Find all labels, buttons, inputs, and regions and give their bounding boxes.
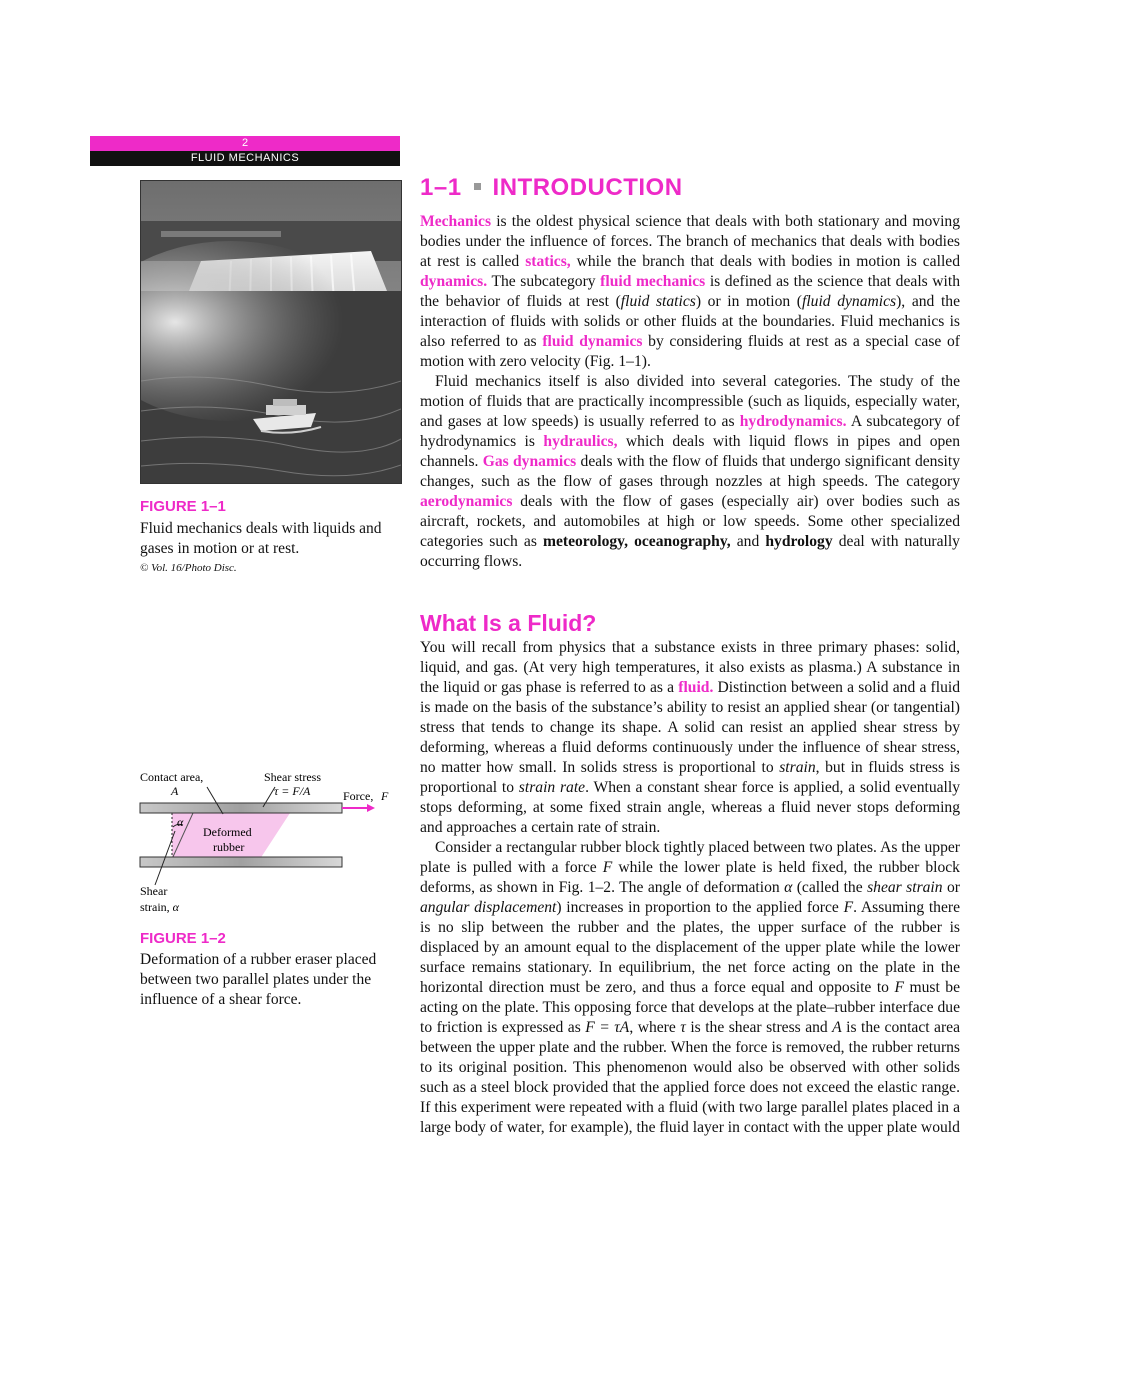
intro-text: [420, 212, 960, 572]
fluid-paragraph-1: You will recall from physics that a substance exists in three primary phases: solid, liquid, and gas. (At very high temperatures, it also exists as plasma.) A substance in the liquid or gas phase is referred to as a fluid. Distinction between a solid and a fluid is made on the basis of the substance’s ability to resist an applied shear (or tangential) stress that tends to change its shape. A solid can resist an applied shear stress by deforming, whereas a fluid deforms continuously under the influence of shear stress, no matter how small. In solids stress is proportional to strain, but in fluids stress is proportional to strain rate. When a constant shear force is applied, a solid eventually stops deforming, at some fixed strain angle, whereas a fluid never stops deforming and approaches a certain rate of strain.: [420, 639, 961, 836]
lower-plate: [140, 857, 342, 867]
figure-2-label: FIGURE 1–2: [140, 930, 226, 947]
figure-2-caption: Deformation of a rubber eraser placed between two parallel plates under the influence of a shear force.: [140, 951, 377, 1008]
waterfall-image: [141, 181, 401, 483]
shear-label: Shear: [140, 884, 168, 898]
subsection-heading: What Is a Fluid?: [420, 610, 597, 636]
shear-stress-label: Shear stress: [264, 770, 321, 784]
running-title: FLUID MECHANICS: [90, 151, 400, 166]
force-arrow-icon: [367, 804, 375, 812]
contact-area-label: Contact area,: [140, 770, 204, 784]
section-heading: [420, 174, 683, 202]
figure-1-label: FIGURE 1–1: [140, 498, 226, 515]
page-number: 2: [90, 136, 400, 151]
alpha-label: α: [177, 815, 184, 829]
force-label: Force,: [343, 789, 374, 803]
figure-1-caption: Fluid mechanics deals with liquids and gases in motion or at rest.: [140, 520, 382, 557]
fluid-text: [420, 638, 960, 1138]
shear-deformation-diagram: [135, 765, 400, 915]
section-number: 1–1: [420, 174, 462, 201]
intro-paragraph-1: Mechanics is the oldest physical science that deals with both stationary and moving bodies under the influence of forces. The branch of mechanics that deals with bodies at rest is called statics, while the branch that deals with bodies in motion is called dynamics. The subcategory fluid mechanics is defined as the science that deals with the behavior of fluids at rest (fluid statics) or in motion (fluid dynamics), and the interaction of fluids with solids or other fluids at the boundaries. Fluid mechanics is also referred to as fluid dynamics by considering fluids at rest as a special case of motion with zero velocity (Fig. 1–1).: [420, 213, 961, 370]
shear-stress-formula: τ = F/A: [274, 784, 311, 798]
figure-1-credit: © Vol. 16/Photo Disc.: [140, 562, 237, 574]
shear-diagram-svg: [135, 765, 400, 915]
deformed-label: Deformed: [203, 825, 252, 839]
upper-plate: [140, 803, 342, 813]
strain-label: strain, α: [140, 900, 179, 914]
rubber-label: rubber: [213, 840, 245, 854]
intro-paragraph-2: Fluid mechanics itself is also divided into several categories. The study of the motion of fluids that are practically incompressible (such as liquids, especially water, and gases at low speeds) is usually referred to as hydrodynamics. A subcategory of hydrodynamics is hydraulics, which deals with liquid flows in pipes and open channels. Gas dynamics deals with the flow of fluids that undergo significant density changes, such as the flow of gases through nozzles at high speeds. The category aerodynamics deals with the flow of gases (especially air) over bodies such as aircraft, rockets, and automobiles at high or low speeds. Some other specialized categories such as meteorology, oceanography, and hydrology deal with naturally occurring flows.: [420, 373, 961, 570]
force-symbol: F: [381, 789, 389, 803]
heading-separator: [474, 183, 481, 190]
fluid-paragraph-2: Consider a rectangular rubber block tightly placed between two plates. As the upper plate is pulled with a force F while the lower plate is held fixed, the rubber block deforms, as shown in Fig. 1–2. The angle of deformation α (called the shear strain or angular displacement) increases in proportion to the applied force F. Assuming there is no slip between the rubber and the plates, the upper surface of the rubber is displaced by an amount equal to the displacement of the upper plate while the lower surface remains stationary. In equilibrium, the net force acting on the plate in the horizontal direction must be zero, and thus a force equal and opposite to F must be acting on the plate. This opposing force that develops at the plate–rubber interface due to friction is expressed as F = τA, where τ is the shear stress and A is the contact area between the upper plate and the rubber. When the force is removed, the rubber returns to its original position. This phenomenon would also be observed with other solids such as a steel block provided that the applied force does not exceed the elastic range. If this experiment were repeated with a fluid (with two large parallel plates placed in a large body of water, for example), the fluid layer in contact with the upper plate would: [420, 839, 961, 1136]
contact-area-symbol: A: [171, 784, 179, 798]
waterfall-photo: [140, 180, 402, 484]
section-title: INTRODUCTION: [492, 174, 683, 201]
